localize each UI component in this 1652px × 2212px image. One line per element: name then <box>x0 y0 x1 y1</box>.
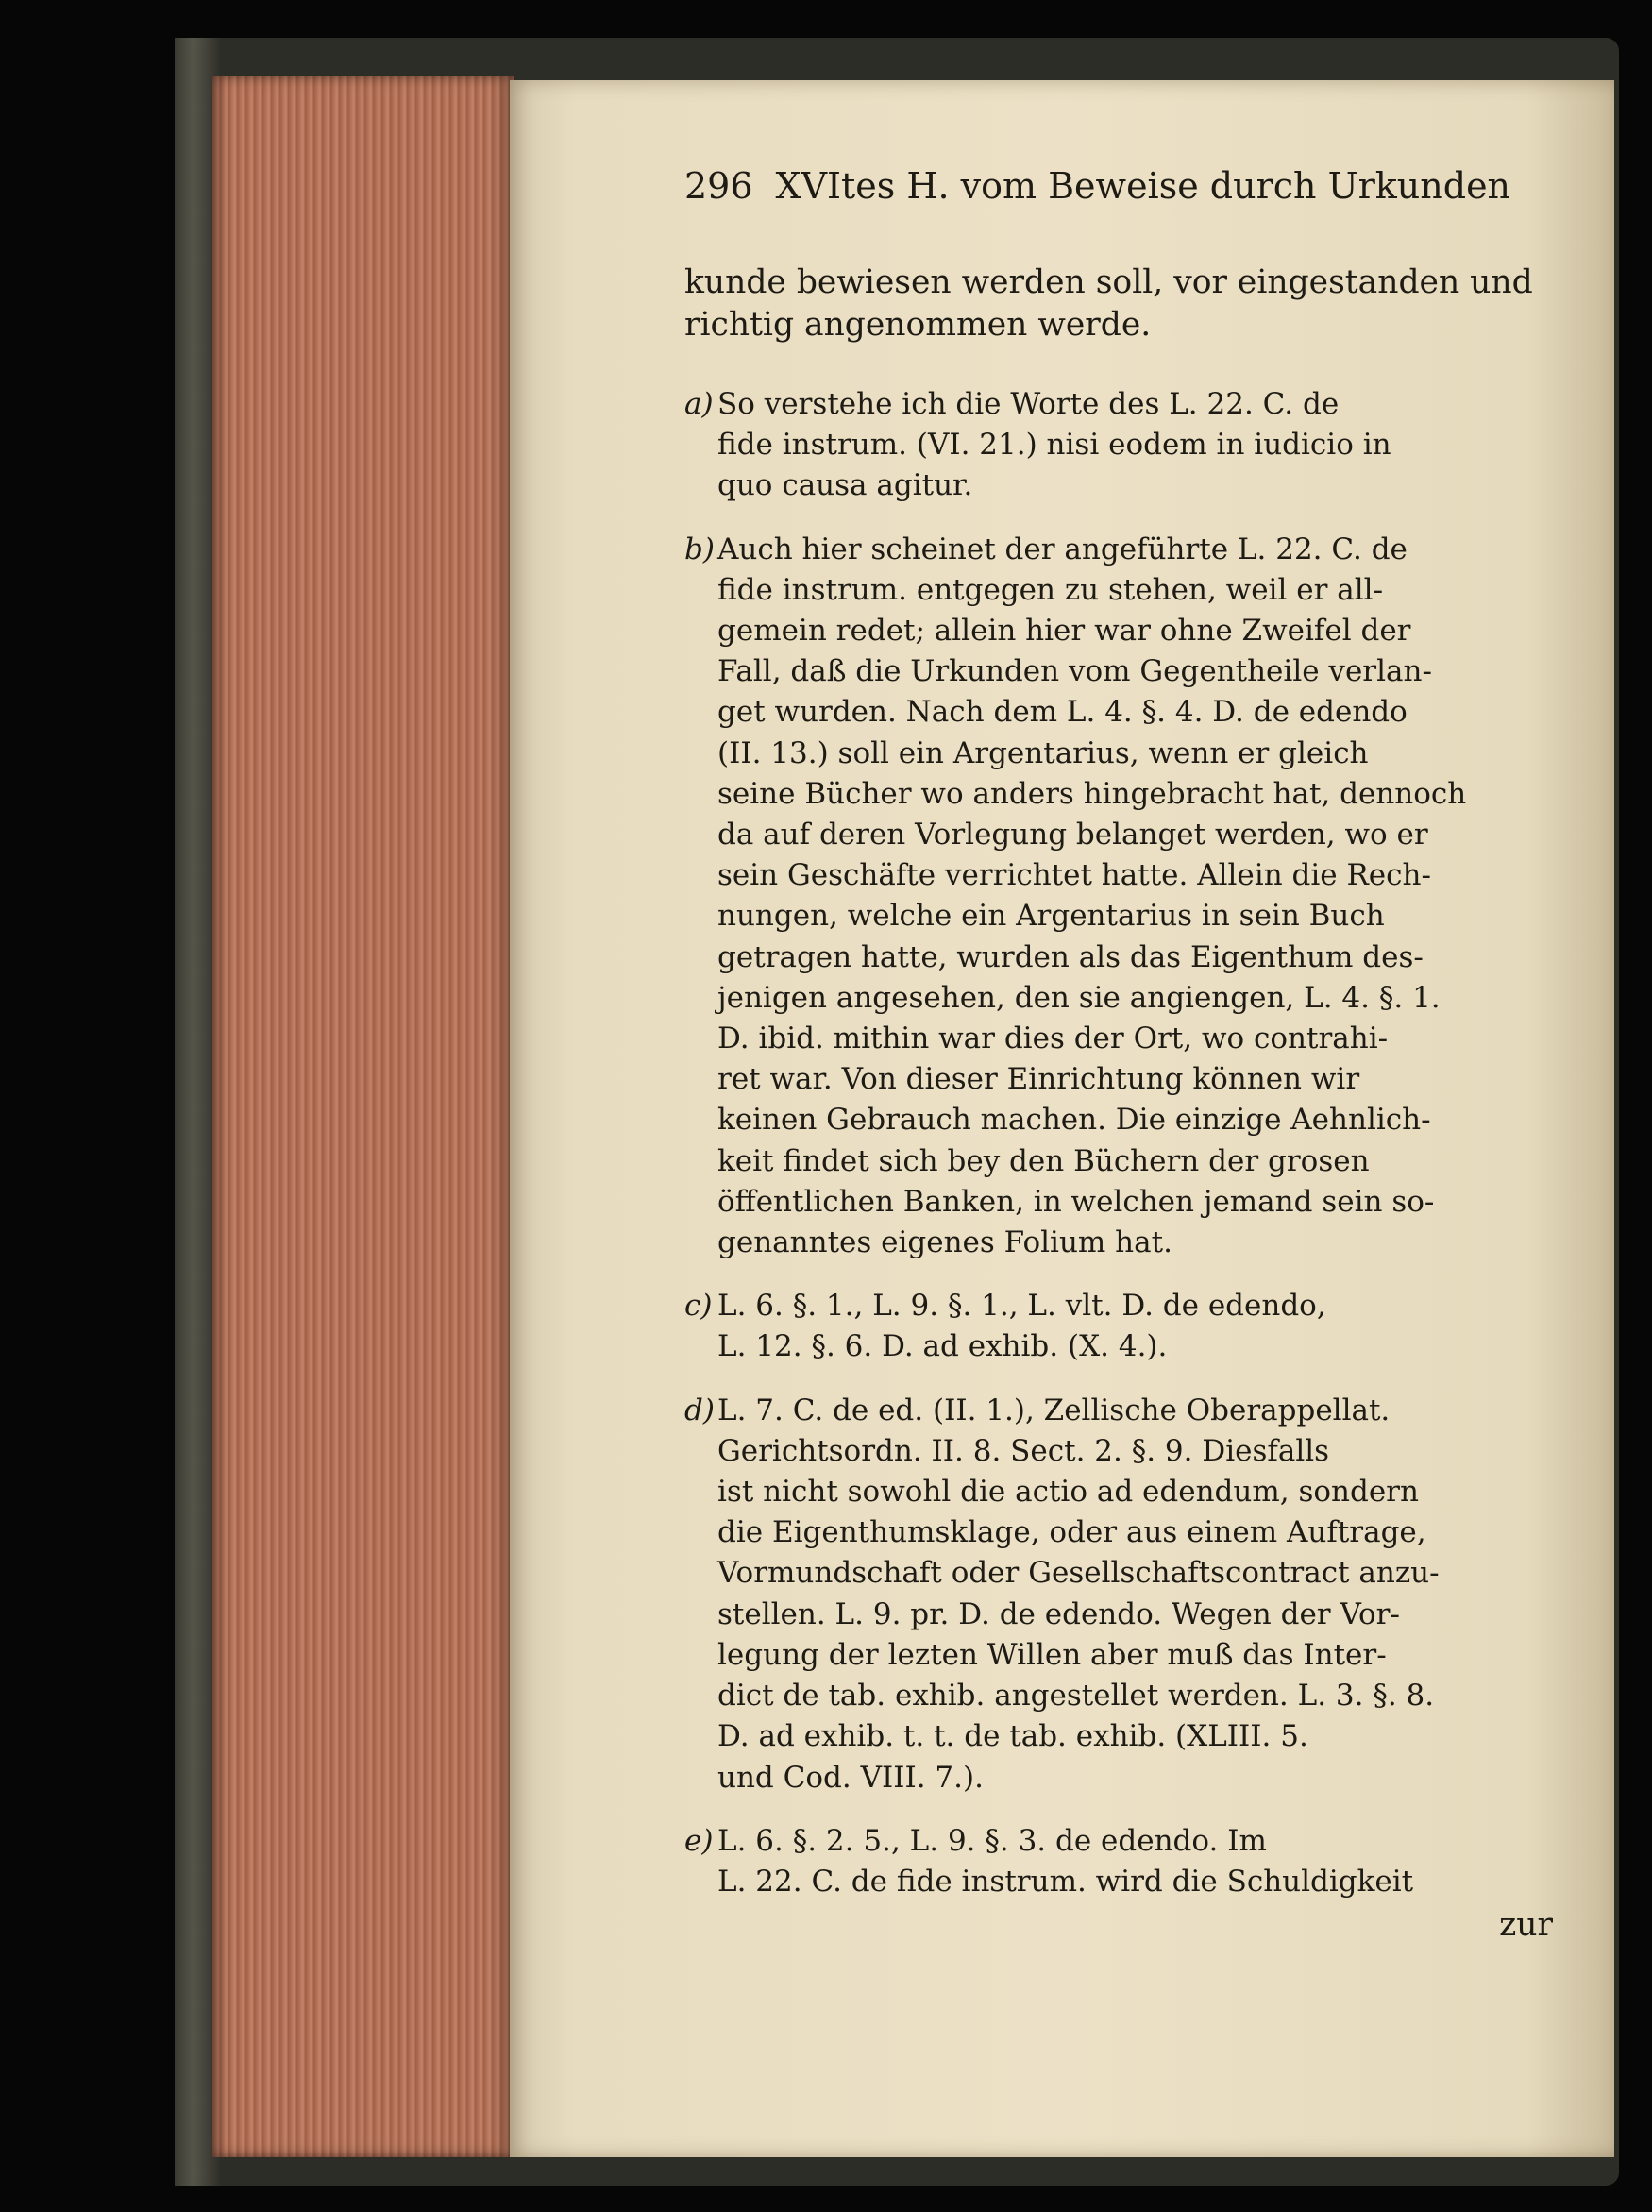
footnote-c <box>684 1286 1553 1367</box>
footnote-mark: a) <box>684 387 714 421</box>
footnote-line: sein Geschäfte verrichtet hatte. Allein die Rech- <box>717 858 1431 893</box>
body-line: kunde bewiesen werden soll, vor eingestanden und <box>684 263 1533 301</box>
footnote-line: legung der lezten Willen aber muß das Inter- <box>717 1637 1387 1672</box>
footnote-line: get wurden. Nach dem L. 4. §. 4. D. de edendo <box>717 695 1408 730</box>
footnote-line: keit findet sich bey den Büchern der grosen <box>717 1143 1370 1178</box>
footnote-line: L. 6. §. 2. 5., L. 9. §. 3. de edendo. Im <box>717 1823 1267 1858</box>
footnote-mark: b) <box>684 532 715 566</box>
page-number: 296 <box>684 165 753 207</box>
footnote-line: seine Bücher wo anders hingebracht hat, dennoch <box>717 776 1467 811</box>
footnote-line: L. 12. §. 6. D. ad exhib. (X. 4.). <box>717 1329 1168 1364</box>
footnote-mark: c) <box>684 1289 713 1324</box>
body-line: richtig angenommen werde. <box>684 306 1152 344</box>
running-title: XVItes H. vom Beweise durch Urkunden <box>775 165 1511 207</box>
page-text <box>684 165 1553 1947</box>
footnote-line: fide instrum. entgegen zu stehen, weil er all- <box>717 572 1384 607</box>
footnote-b <box>684 530 1553 1264</box>
footnote-line: gemein redet; allein hier war ohne Zweifel der <box>717 614 1411 649</box>
footnote-line: Auch hier scheinet der angeführte L. 22. C. de <box>717 532 1408 566</box>
footnote-mark: d) <box>684 1393 715 1427</box>
footnote-line: L. 6. §. 1., L. 9. §. 1., L. vlt. D. de edendo, <box>717 1289 1326 1324</box>
footnote-line: ret war. Von dieser Einrichtung können wir <box>717 1062 1360 1097</box>
footnote-line: keinen Gebrauch machen. Die einzige Aehnlich- <box>717 1103 1431 1138</box>
main-text <box>684 262 1553 346</box>
footnote-line: D. ibid. mithin war dies der Ort, wo contrahi- <box>717 1022 1389 1056</box>
footnote-a <box>684 384 1553 507</box>
footnote-line: ist nicht sowohl die actio ad edendum, sondern <box>717 1475 1419 1510</box>
footnote-line: da auf deren Vorlegung belanget werden, wo er <box>717 818 1428 853</box>
footnote-line: Gerichtsordn. II. 8. Sect. 2. §. 9. Diesfalls <box>717 1433 1330 1468</box>
footnote-line: und Cod. VIII. 7.). <box>717 1760 984 1795</box>
footnote-line: Vormundschaft oder Gesellschaftscontract anzu- <box>717 1556 1440 1591</box>
footnote-mark: e) <box>684 1823 714 1858</box>
footnote-line: nungen, welche ein Argentarius in sein Buch <box>717 899 1385 934</box>
catchword: zur <box>1499 1906 1553 1945</box>
footnote-line: Fall, daß die Urkunden vom Gegentheile verlan- <box>717 654 1432 689</box>
footnote-line: fide instrum. (VI. 21.) nisi eodem in iudicio in <box>717 428 1391 463</box>
running-header <box>684 165 1553 207</box>
footnote-line: genanntes eigenes Folium hat. <box>717 1225 1172 1260</box>
footnote-line: quo causa agitur. <box>717 468 973 503</box>
footnote-line: So verstehe ich die Worte des L. 22. C. de <box>717 387 1340 421</box>
footnote-line: stellen. L. 9. pr. D. de edendo. Wegen der Vor- <box>717 1596 1400 1631</box>
footnote-d <box>684 1391 1553 1798</box>
footnote-line: (II. 13.) soll ein Argentarius, wenn er gleich <box>717 735 1369 770</box>
footnote-line: L. 22. C. de fide instrum. wird die Schuldigkeit <box>717 1864 1414 1899</box>
footnote-line: öffentlichen Banken, in welchen jemand sein so- <box>717 1184 1435 1219</box>
page-block-edges <box>212 76 514 2157</box>
footnote-e <box>684 1821 1553 1902</box>
footnote-line: die Eigenthumsklage, oder aus einem Auftrage, <box>717 1515 1426 1550</box>
footnote-line: getragen hatte, wurden als das Eigenthum des- <box>717 939 1424 974</box>
footnote-line: D. ad exhib. t. t. de tab. exhib. (XLIII. 5. <box>717 1719 1308 1754</box>
footnote-line: L. 7. C. de ed. (II. 1.), Zellische Oberappellat. <box>717 1393 1391 1427</box>
footnote-line: jenigen angesehen, den sie angiengen, L. 4. §. 1. <box>717 980 1441 1015</box>
footnote-line: dict de tab. exhib. angestellet werden. L. 3. §. 8. <box>717 1679 1435 1714</box>
